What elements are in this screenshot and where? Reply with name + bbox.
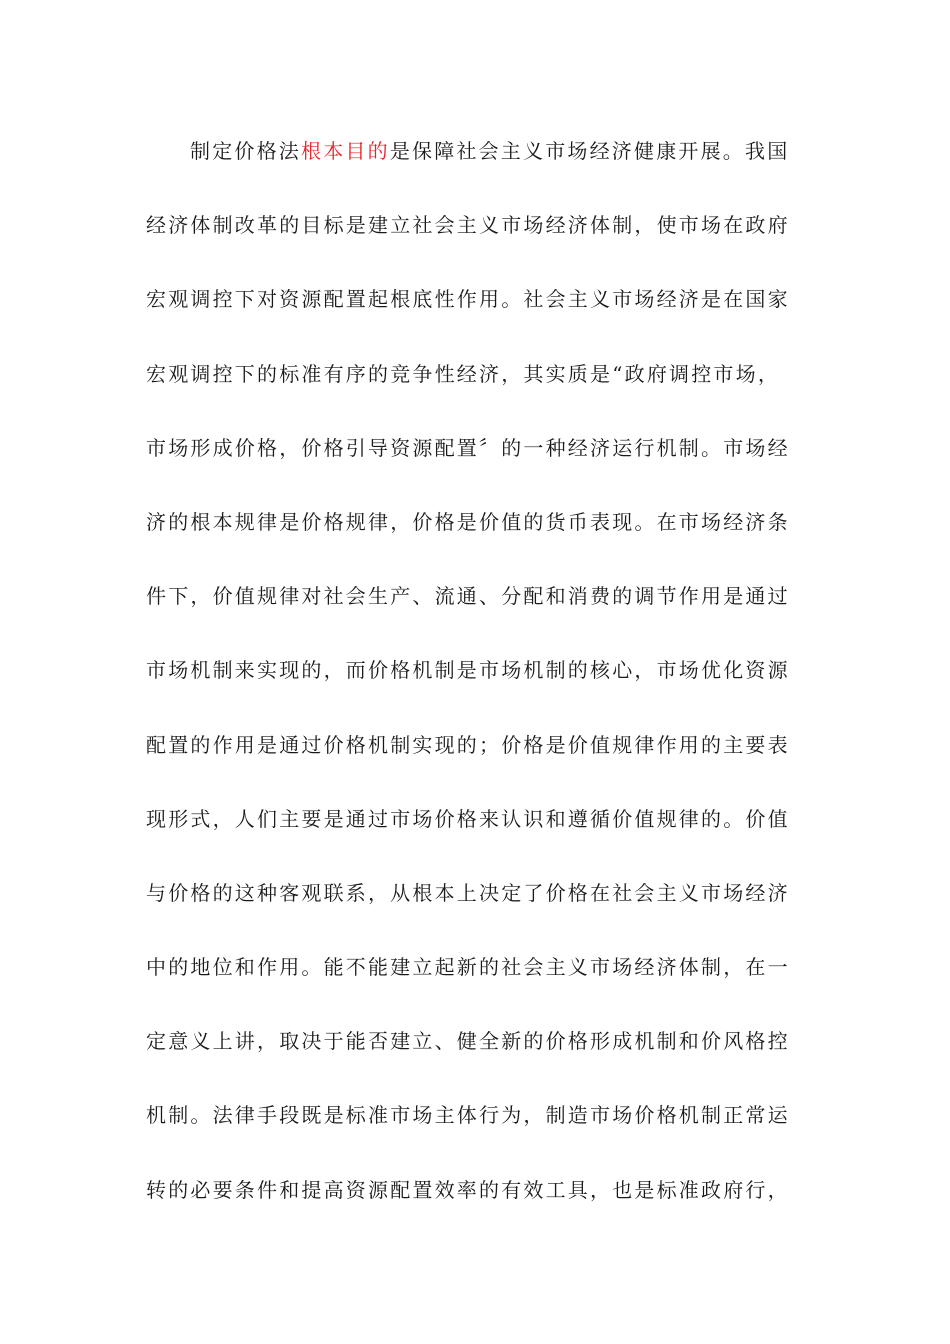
highlighted-text: 根本目的: [301, 139, 390, 163]
text-line: 定意义上讲，取决于能否建立、健全新的价格形成机制和价风格控: [146, 1029, 790, 1054]
text-line: 中的地位和作用。能不能建立起新的社会主义市场经济体制，在一: [146, 955, 790, 980]
text-line: 市场形成价格，价格引导资源配置〞的一种经济运行机制。市场经: [146, 435, 790, 460]
text-line: 现形式，人们主要是通过市场价格来认识和遵循价值规律的。价值: [146, 806, 790, 831]
text-line: 件下，价值规律对社会生产、流通、分配和消费的调节作用是通过: [146, 584, 790, 609]
text-run: 制定价格法: [190, 139, 301, 163]
text-line: 经济体制改革的目标是建立社会主义市场经济体制，使市场在政府: [146, 213, 790, 238]
document-body: [146, 128, 800, 1241]
paragraph-first-line: [146, 128, 800, 202]
text-line: 配置的作用是通过价格机制实现的；价格是价值规律作用的主要表: [146, 732, 790, 757]
text-line: 与价格的这种客观联系，从根本上决定了价格在社会主义市场经济: [146, 880, 790, 905]
text-line: 宏观调控下的标准有序的竞争性经济，其实质是“政府调控市场，: [146, 361, 781, 386]
text-line: 转的必要条件和提高资源配置效率的有效工具，也是标准政府行，: [146, 1177, 790, 1202]
text-run: 是保障社会主义市场经济健康开展。我国: [389, 139, 790, 163]
text-line: 市场机制来实现的，而价格机制是市场机制的核心，市场优化资源: [146, 658, 790, 683]
text-line: 宏观调控下对资源配置起根底性作用。社会主义市场经济是在国家: [146, 287, 790, 312]
text-line: 机制。法律手段既是标准市场主体行为，制造市场价格机制正常运: [146, 1103, 790, 1128]
text-line: 济的根本规律是价格规律，价格是价值的货币表现。在市场经济条: [146, 509, 790, 534]
